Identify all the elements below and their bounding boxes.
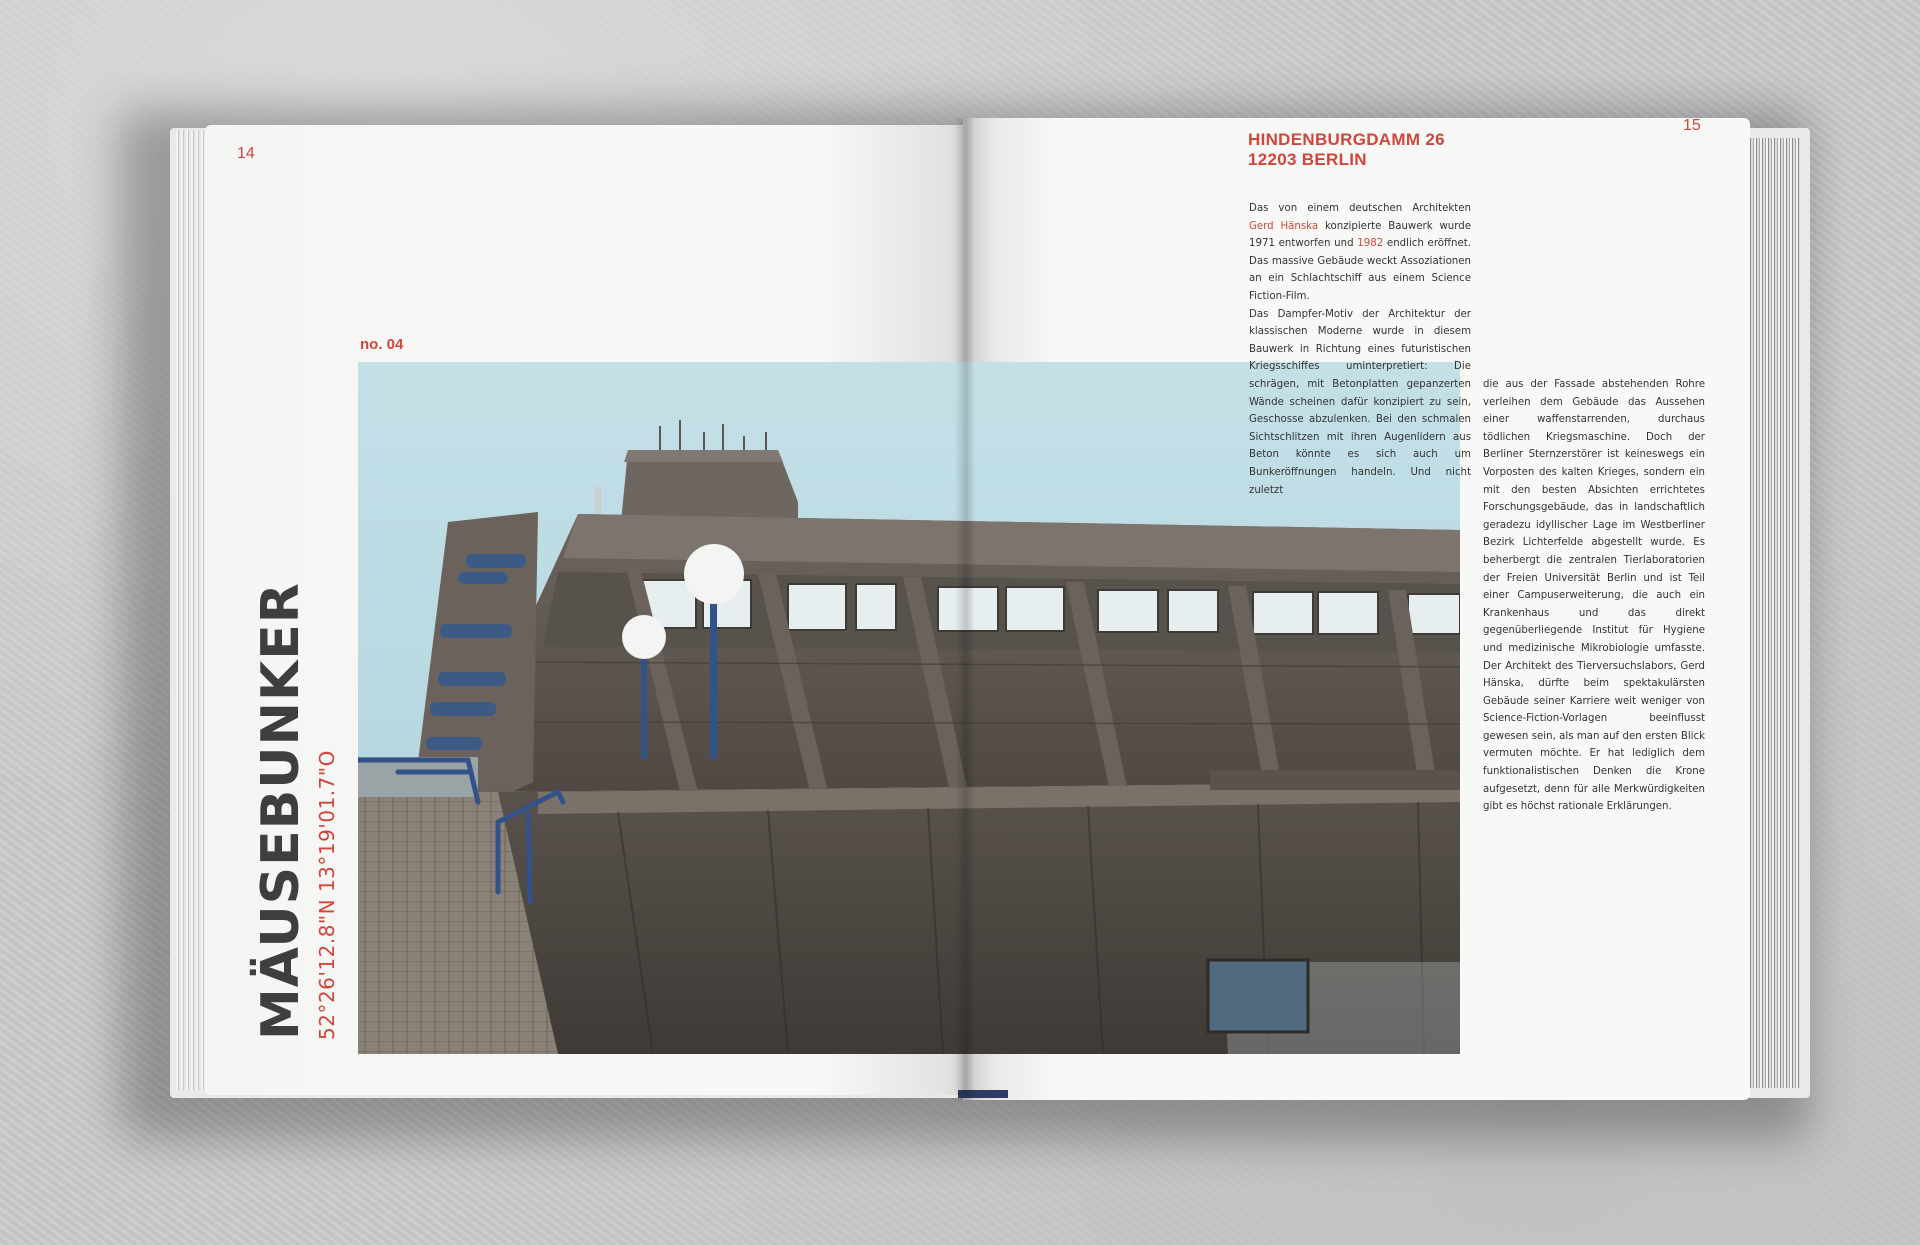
- text-span: endlich eröffnet. Das massive Gebäude weckt Assoziationen an ein Schlachtschiff aus einem Science Fiction-Film.: [1249, 238, 1471, 302]
- gps-coordinates: 52°26'12.8"N 13°19'01.7"O: [315, 750, 339, 1040]
- page-number-left: 14: [237, 145, 255, 162]
- year-highlight: 1982: [1357, 238, 1384, 250]
- paragraph-3: die aus der Fassade abstehenden Rohre verleihen dem Gebäude das Aussehen einer waffenstarrenden, durchaus tödlichen Kriegsmaschine. Doch der Berliner Sternzerstörer ist keineswegs ein Vorposten des kalten Krieges, sondern ein mit den besten Absichten errichtetes Forschungsgebäude, das in landschaftlich geradezu idyllischer Lage im Westberliner Bezirk Lichterfelde abgestellt wurde. Es beherbergt die zentralen Tierlaboratorien der Freien Universität Berlin und ist Teil einer Campuserweiterung, die auch ein Krankenhaus und das direkt gegenüberliegende Institut für Hygiene und medizinische Mikrobiologie umfasste. Der Architekt des Tierversuchslabors, Gerd Hänska, dürfte beim spektakulärsten Gebäude seiner Karriere weit weniger von Science-Fiction-Vorlagen beeinflusst gewesen sein, als man auf den ersten Blick vermuten möchte. Er hat lediglich dem funktionalistischen Denken die Krone aufgesetzt, denn für alle Merkwürdigkeiten gibt es höchst rationale Erklärungen.: [1483, 379, 1705, 813]
- book-gutter-shadow: [955, 118, 975, 1100]
- text-span: konzipierte Bauwerk wurde 1971 entworfen und: [1249, 220, 1471, 250]
- building-name: MÄUSEBUNKER: [251, 582, 311, 1040]
- vertical-title: [253, 582, 339, 1040]
- text-span: Das von einem deutschen Architekten: [1249, 203, 1471, 214]
- address-city: 12203 BERLIN: [1248, 150, 1367, 169]
- page-edges-left: [176, 130, 206, 1090]
- page-number-right: 15: [1683, 117, 1701, 134]
- entry-number: no. 04: [360, 336, 404, 353]
- architect-name: Gerd Hänska: [1249, 220, 1319, 232]
- address-street: HINDENBURGDAMM 26: [1248, 130, 1445, 149]
- page-edges-right: [1745, 138, 1800, 1088]
- text-column-2: [1483, 376, 1705, 816]
- text-column-1: [1249, 200, 1471, 499]
- paragraph-2: Das Dampfer-Motiv der Architektur der klassischen Moderne wurde in diesem Bauwerk in Richtung eines futuristischen Kriegsschiffes uminterpretiert: Die schrägen, mit Betonplatten gepanzerten Wände scheinen dafür konzipiert zu sein, Geschosse abzulenken. Bei den schmalen Sichtschlitzen mit ihren Augenlidern aus Beton könnte es sich auch um Bunkeröffnungen handeln. Und nicht zuletzt: [1249, 308, 1471, 496]
- paragraph-1: [1249, 200, 1471, 306]
- address-heading: [1248, 130, 1445, 170]
